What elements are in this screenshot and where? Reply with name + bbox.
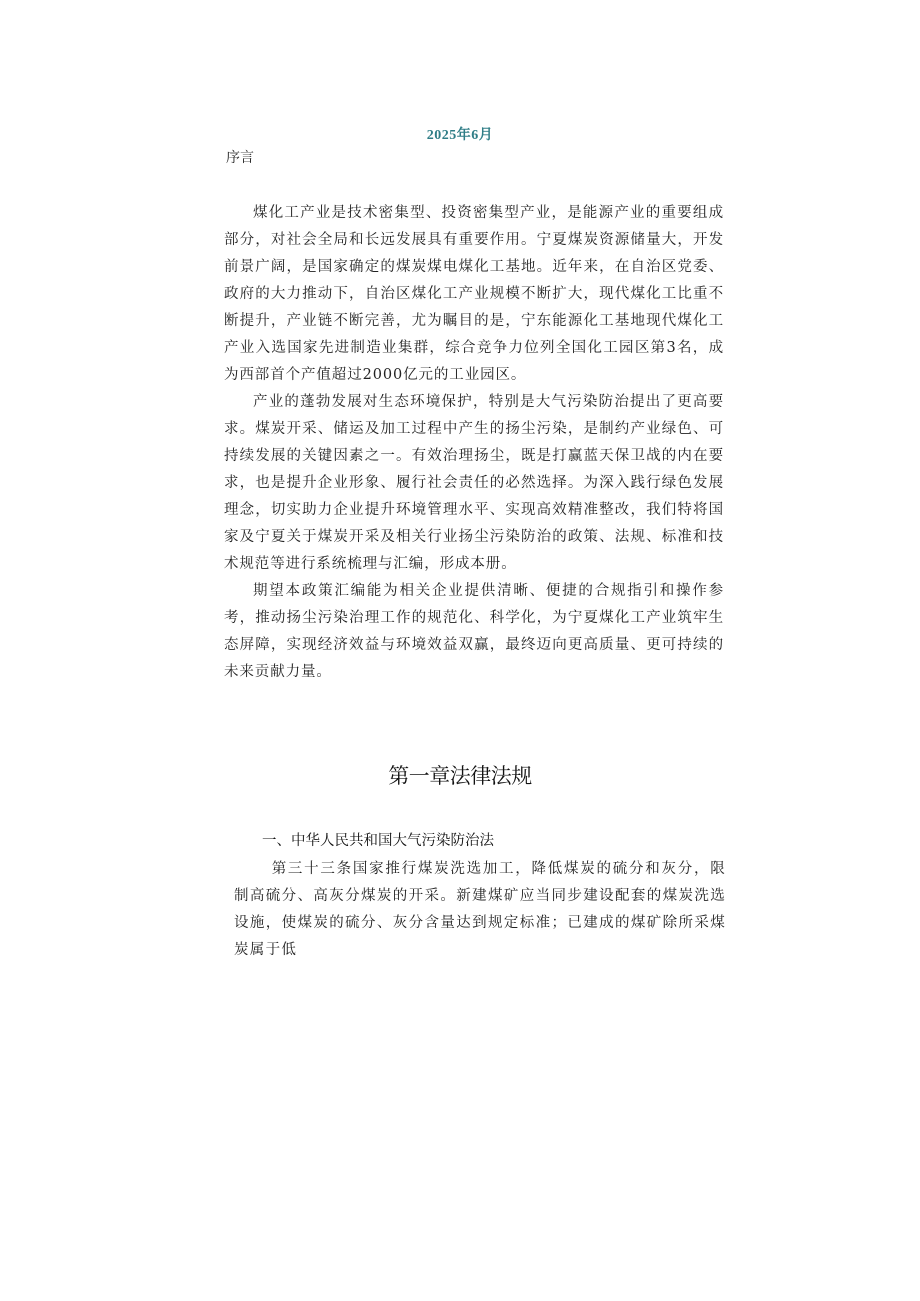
- chapter-title: 第一章法律法规: [388, 764, 532, 788]
- preface-paragraph-3: 期望本政策汇编能为相关企业提供清晰、便捷的合规指引和操作参考，推动扬尘污染治理工作的规范化、科学化，为宁夏煤化工产业筑牢生态屏障，实现经济效益与环境效益双赢，最终迈向更高质量、更可持续的未来贡献力量。: [224, 583, 724, 680]
- preface-paragraph-2: 产业的蓬勃发展对生态环境保护，特别是大气污染防治提出了更高要求。煤炭开采、储运及加工过程中产生的扬尘污染，是制约产业绿色、可持续发展的关键因素之一。有效治理扬尘，既是打赢蓝天保卫战的内在要求，也是提升企业形象、履行社会责任的必然选择。为深入践行绿色发展理念，切实助力企业提升环境管理水平、实现高效精准整改，我们特将国家及宁夏关于煤炭开采及相关行业扬尘污染防治的政策、法规、标准和技术规范等进行系统梳理与汇编，形成本册。: [224, 394, 724, 572]
- document-date: 2025年6月: [426, 128, 494, 143]
- section-title: 一、中华人民共和国大气污染防治法: [262, 833, 494, 849]
- preface-body: [224, 200, 724, 686]
- article-body: [234, 856, 726, 964]
- article-33-text: 第三十三条国家推行煤炭洗选加工，降低煤炭的硫分和灰分，限制高硫分、高灰分煤炭的开采。新建煤矿应当同步建设配套的煤炭洗选设施，使煤炭的硫分、灰分含量达到规定标准；已建成的煤矿除所采煤炭属于低: [234, 861, 726, 958]
- preface-paragraph-1: 煤化工产业是技术密集型、投资密集型产业，是能源产业的重要组成部分，对社会全局和长远发展具有重要作用。宁夏煤炭资源储量大，开发前景广阔，是国家确定的煤炭煤电煤化工基地。近年来，在自治区党委、政府的大力推动下，自治区煤化工产业规模不断扩大，现代煤化工比重不断提升，产业链不断完善，尤为瞩目的是，宁东能源化工基地现代煤化工产业入选国家先进制造业集群，综合竞争力位列全国化工园区第3名，成为西部首个产值超过2000亿元的工业园区。: [224, 205, 724, 383]
- preface-title: 序言: [226, 150, 254, 166]
